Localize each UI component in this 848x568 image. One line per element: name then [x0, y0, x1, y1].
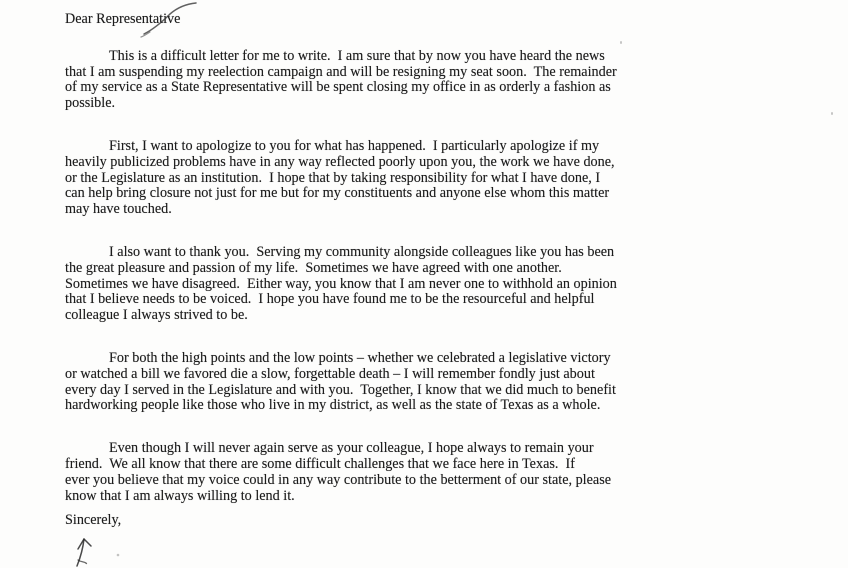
paragraph-line: I also want to thank you. Serving my community alongside colleagues like you has been	[109, 243, 615, 260]
closing-sincerely: Sincerely,	[65, 512, 122, 529]
salutation: Dear Representative	[65, 11, 181, 27]
paragraph-line: that I believe needs to be voiced. I hope you have found me to be the resourceful and helpful	[65, 291, 595, 308]
paragraph-line: or the Legislature as an institution. I hope that by taking responsibility for what I have done, I	[65, 169, 601, 186]
paragraph-line: can help bring closure not just for me but for my constituents and anyone else whom this matter	[65, 185, 610, 202]
paragraph-line: For both the high points and the low points – whether we celebrated a legislative victory	[109, 349, 611, 366]
paragraph-1	[65, 49, 848, 112]
paragraph-line: colleague I always strived to be.	[65, 307, 248, 324]
paragraph-5	[65, 441, 848, 504]
paragraph-line: First, I want to apologize to you for what has happened. I particularly apologize if my	[109, 137, 600, 154]
paragraph-line: Sometimes we have disagreed. Either way, you know that I am never one to withhold an opinion	[65, 275, 617, 292]
paragraph-line: ever you believe that my voice could in any way contribute to the betterment of our state, please	[65, 471, 612, 488]
scan-noise-speck	[620, 41, 622, 44]
paragraph-line: friend. We all know that there are some difficult challenges that we face here in Texas. If	[65, 455, 575, 472]
paragraph-line: possible.	[65, 95, 116, 112]
paragraph-line: heavily publicized problems have in any way reflected poorly upon you, the work we have done,	[65, 153, 615, 170]
paragraph-line: know that I am always willing to lend it.	[65, 487, 295, 504]
paragraph-line: the great pleasure and passion of my life. Sometimes we have agreed with one another.	[65, 259, 562, 276]
paragraph-line: or watched a bill we favored die a slow, forgettable death – I will remember fondly just about	[65, 365, 595, 382]
paragraph-line: every day I served in the Legislature and with you. Together, I know that we did much to benefit	[65, 381, 616, 398]
paragraph-3	[65, 245, 848, 324]
paragraph-line: that I am suspending my reelection campaign and will be resigning my seat soon. The remainder	[65, 63, 617, 80]
paragraph-line: may have touched.	[65, 201, 172, 218]
paragraph-2	[65, 139, 848, 218]
handwritten-signature	[68, 537, 138, 568]
paragraph-4	[65, 351, 848, 414]
letter-body	[65, 12, 848, 529]
paragraph-line: This is a difficult letter for me to write. I am sure that by now you have heard the news	[109, 47, 605, 64]
paragraph-line: Even though I will never again serve as your colleague, I hope always to remain your	[109, 440, 594, 457]
scan-noise-speck	[831, 112, 833, 115]
paragraph-line: hardworking people like those who live in my district, as well as the state of Texas as a whole.	[65, 397, 601, 414]
paragraph-line: of my service as a State Representative will be spent closing my office in as orderly a fashion as	[65, 79, 611, 96]
